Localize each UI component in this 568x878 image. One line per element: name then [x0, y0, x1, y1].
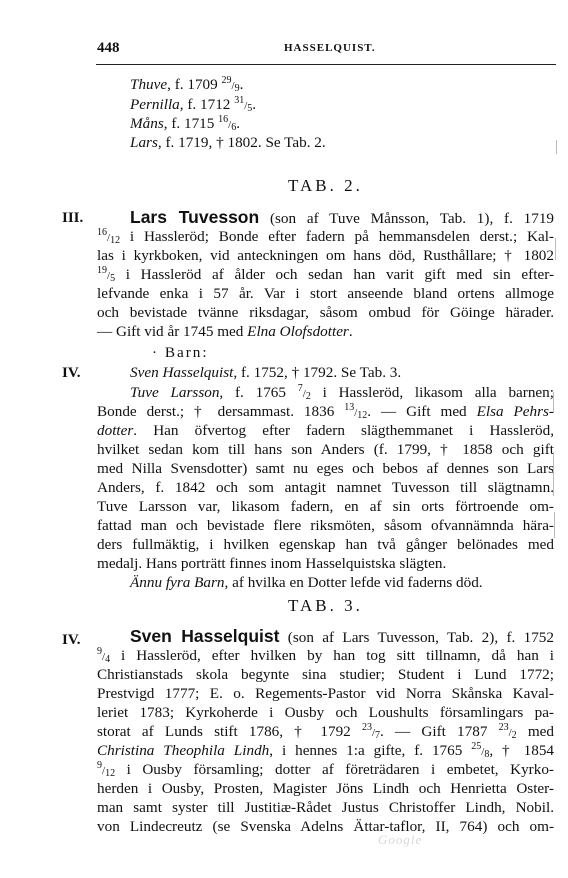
- fraction: 7/2: [297, 383, 311, 402]
- section-heading: TAB. 3.: [288, 596, 363, 615]
- generation-numeral: IV.: [62, 365, 81, 381]
- text: i Hassleröd, efter hvilken by han tog sitt tillnamn, då han i: [110, 647, 554, 664]
- fraction: 31/5: [234, 95, 253, 114]
- list-item: [130, 134, 326, 151]
- denominator: 8: [484, 749, 490, 760]
- text: , i hennes 1:a gifte, f. 1765: [269, 742, 472, 759]
- denominator: 5: [110, 273, 116, 284]
- text: (son af Tuve Månsson, Tab. 1), f. 1719: [259, 210, 555, 227]
- list-item: [130, 115, 240, 134]
- child-name: Måns: [130, 115, 164, 132]
- child-name: Tuve Larsson: [130, 384, 220, 401]
- text: Bonde derst.; † dersammast. 1836: [97, 403, 345, 420]
- numerator: 29: [221, 75, 232, 86]
- paragraph-line: [97, 403, 554, 422]
- paragraph-line: Tuve Larsson var, likasom fadern, en af sin orts förtroende om-: [97, 498, 554, 515]
- child-name: Lars: [130, 134, 158, 151]
- list-item: [130, 76, 243, 95]
- paragraph-line: [97, 742, 554, 761]
- running-title: HASSELQUIST.: [284, 42, 376, 54]
- paragraph-line: Christianstads skola begynte sina studier; Student i Lund 1772;: [97, 666, 554, 683]
- numerator: 25: [471, 741, 482, 752]
- list-text: , f. 1719, † 1802. Se Tab. 2.: [157, 134, 326, 151]
- fraction: 9/12: [97, 760, 116, 779]
- paragraph-line: herden i Ousby, Prosten, Magister Jöns Lindh och Henrietta Oster-: [97, 780, 554, 797]
- text: storat af Lunds stift 1786, † 1792: [97, 723, 362, 740]
- paragraph-line: [97, 628, 554, 646]
- list-item: [130, 96, 256, 115]
- text: , † 1854: [489, 742, 555, 759]
- paragraph-line: [97, 723, 554, 742]
- text: , af hvilka en Dotter lefde vid faderns död.: [224, 574, 483, 591]
- child-name: Thuve: [130, 76, 168, 93]
- paragraph-line: lefvande enka i 57 år. Var i stort anseende bland ortens allmoge: [97, 285, 554, 302]
- list-tail: .: [236, 115, 241, 132]
- numerator: 13: [344, 402, 355, 413]
- fraction: 13/12: [344, 402, 368, 421]
- header-rule: [96, 64, 556, 65]
- person-name: Sven Hasselquist: [130, 626, 280, 646]
- denominator: 6: [231, 122, 237, 133]
- text: . Han öfvertog efter fadern slägthemmanet i Hassleröd,: [133, 422, 554, 439]
- paragraph-line: — Gift vid år 1745 med Elna Olofsdotter.: [97, 323, 353, 340]
- paragraph-line: [130, 384, 554, 403]
- numerator: 9: [97, 646, 102, 657]
- text: med: [516, 723, 555, 740]
- paragraph-line: med Nilla Svensdotter) samt nu eges och bebos af dennes son Lars: [97, 460, 554, 477]
- numerator: 16: [97, 227, 107, 238]
- edge-mark: [556, 140, 557, 154]
- denominator: 4: [105, 654, 111, 665]
- fraction: 23/7: [361, 722, 381, 741]
- denominator: 12: [357, 410, 368, 421]
- text: i Ousby församling; dotter af företrädaren i embetet, Kyrko-: [115, 761, 554, 778]
- paragraph-line: [97, 228, 554, 247]
- italic-text: Ännu fyra Barn: [130, 574, 225, 591]
- page-number: 448: [97, 40, 120, 56]
- paragraph-line: man samt syster till Justitiæ-Rådet Justus Christoffer Lindh, Nobil.: [97, 799, 554, 816]
- edge-mark: [553, 392, 554, 412]
- fraction: 9/4: [97, 646, 111, 665]
- spouse-name: Elsa Pehrs-: [476, 403, 554, 420]
- text: . — Gift 1787: [380, 723, 499, 740]
- list-text: , f. 1715: [163, 115, 219, 132]
- text: . — Gift med: [367, 403, 477, 420]
- generation-numeral: III.: [62, 210, 84, 226]
- list-tail: .: [252, 96, 257, 113]
- paragraph-line: [97, 647, 554, 666]
- numerator: 9: [97, 760, 102, 771]
- text: , f. 1752, † 1792. Se Tab. 3.: [233, 364, 402, 381]
- text: i Hassleröd; Bonde efter fadern på hemmansdelen derst.; Kal-: [120, 228, 554, 245]
- paragraph-line: fattad man och bevistade flere riksmöten, såsom ofvannämnda hära-: [97, 517, 554, 534]
- label-text: Barn:: [164, 344, 209, 361]
- numerator: 7: [297, 383, 303, 394]
- denominator: 2: [305, 391, 311, 402]
- generation-numeral: IV.: [62, 632, 81, 648]
- fraction: 23/2: [498, 722, 517, 741]
- text: , f. 1765: [219, 384, 298, 401]
- numerator: 23: [498, 722, 509, 733]
- spouse-name: dotter: [97, 422, 134, 439]
- fraction: 16/12: [97, 227, 121, 246]
- children-label: · Barn:: [152, 344, 209, 361]
- denominator: 12: [110, 235, 121, 246]
- fraction: 16/6: [218, 114, 237, 133]
- numerator: 23: [361, 722, 372, 733]
- denominator: 2: [511, 730, 517, 741]
- numerator: 19: [97, 265, 107, 276]
- paragraph-line: [130, 364, 401, 381]
- list-tail: .: [239, 76, 244, 93]
- person-name: Lars Tuvesson: [130, 207, 260, 227]
- denominator: 5: [247, 103, 253, 114]
- fraction: 25/8: [471, 741, 490, 760]
- paragraph-line: ders fullmäktig, i hvilken egenskap han två gånger belönades med: [97, 536, 554, 553]
- paragraph-line: [130, 574, 483, 591]
- paragraph-line: [97, 422, 554, 439]
- denominator: 9: [234, 83, 240, 94]
- paragraph-line: och bevistade tvänne riksdagar, såsom ombud för Göinge härader.: [97, 304, 554, 321]
- paragraph-line: Prestvigd 1777; E. o. Regements-Pastor vid Norra Skånska Kaval-: [97, 685, 554, 702]
- list-text: , f. 1712: [179, 96, 235, 113]
- paragraph-line: leriet 1783; Kyrkoherde i Ousby och Loushults församlingars pa-: [97, 704, 554, 721]
- denominator: 7: [375, 730, 381, 741]
- paragraph-line: las i kyrkboken, vid anteckningen om hans död, Rusthållare; † 1802: [97, 247, 554, 264]
- spouse-name: Elna Olofsdotter: [247, 323, 349, 340]
- edge-mark: [553, 452, 554, 496]
- paragraph-line: [97, 761, 554, 780]
- child-name: Pernilla: [130, 96, 180, 113]
- list-text: , f. 1709: [167, 76, 222, 93]
- denominator: 12: [105, 768, 116, 779]
- numerator: 16: [218, 114, 229, 125]
- spouse-name: Christina Theophila Lindh: [97, 742, 270, 759]
- text: i Hassleröd af ålder och sedan han varit gift med sin efter-: [115, 266, 554, 283]
- text: i Hassleröd, likasom alla barnen;: [310, 384, 554, 401]
- paragraph-line: von Lindecreutz (se Svenska Adelns Ättar-taflor, II, 764) och om-: [97, 818, 554, 835]
- paragraph-line: [97, 266, 554, 285]
- paragraph-line: Anders, f. 1842 och som antagit namnet Tuvesson till slägtnamn.: [97, 479, 554, 496]
- scan-watermark: Google: [378, 832, 423, 847]
- paragraph-line: medalj. Hans porträtt finnes inom Hasselquistska slägten.: [97, 555, 447, 572]
- fraction: 29/9: [221, 75, 240, 94]
- paragraph-line: hvilket sedan kom till hans son Anders (f. 1799, † 1858 och gift: [97, 441, 554, 458]
- edge-mark: [555, 238, 556, 260]
- paragraph-line: [97, 209, 554, 227]
- section-heading: TAB. 2.: [288, 176, 363, 195]
- edge-mark: [554, 512, 555, 538]
- text: (son af Lars Tuvesson, Tab. 2), f. 1752: [279, 629, 554, 646]
- text: — Gift vid år 1745 med: [97, 323, 248, 340]
- fraction: 19/5: [97, 265, 116, 284]
- child-name: Sven Hasselquist: [130, 364, 234, 381]
- numerator: 31: [234, 95, 245, 106]
